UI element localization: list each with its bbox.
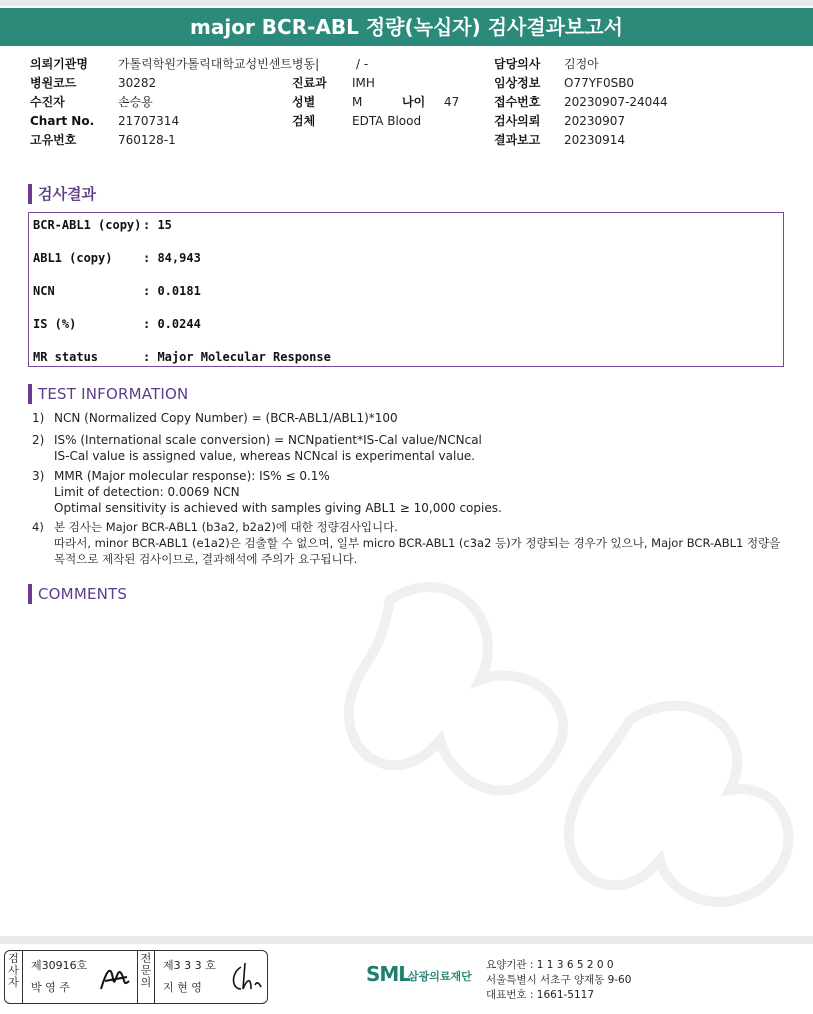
test-info-title: TEST INFORMATION — [28, 384, 188, 404]
top-strip — [0, 0, 813, 6]
report-title: major BCR-ABL 정량(녹십자) 검사결과보고서 — [0, 8, 813, 46]
result-row — [33, 251, 201, 265]
sign1-number: 제30916호 — [31, 959, 88, 972]
info-label: 병원코드 — [30, 76, 77, 90]
institution-code: 요양기관 : 1 1 3 6 5 2 0 0 — [486, 959, 614, 971]
info-label: 성별 — [292, 95, 316, 109]
item-number: 4) — [32, 520, 44, 534]
test-info-item-1 — [32, 410, 398, 426]
result-value: : 0.0181 — [143, 284, 201, 298]
info-value: 30282 — [118, 76, 157, 90]
info-value: EDTA Blood — [352, 114, 422, 128]
phone: 대표번호 : 1661-5117 — [486, 989, 595, 1001]
item-line: Optimal sensitivity is achieved with samples giving ABL1 ≥ 10,000 copies. — [54, 501, 502, 515]
test-info-item-4 — [32, 519, 780, 567]
info-value: M — [352, 95, 363, 109]
item-line: IS-Cal value is assigned value, whereas NCNcal is experimental value. — [54, 449, 476, 463]
info-label: 임상정보 — [494, 76, 541, 90]
result-value: : 0.0244 — [143, 317, 201, 331]
info-value: IMH — [352, 76, 375, 90]
item-line: 따라서, minor BCR-ABL1 (e1a2)은 검출할 수 없으며, 일부 micro BCR-ABL1 (c3a2 등)가 정량되는 경우가 있으나, Major BCR-ABL1 정량을 — [54, 536, 781, 550]
age-value: 47 — [444, 95, 460, 109]
test-info-item-2 — [32, 432, 482, 464]
info-label: 검체 — [292, 114, 316, 128]
item-number: 3) — [32, 469, 45, 483]
info-label: Chart No. — [30, 114, 95, 128]
item-line: IS% (International scale conversion) = NCNpatient*IS-Cal value/NCNcal — [54, 433, 482, 447]
address: 서울특별시 서초구 양재동 9-60 — [486, 974, 632, 986]
footer — [0, 936, 813, 1014]
result-row — [33, 317, 201, 331]
info-label: 결과보고 — [494, 133, 541, 147]
info-label: 의뢰기관명 — [30, 57, 88, 71]
item-number: 1) — [32, 411, 45, 425]
footer-strip — [0, 936, 813, 944]
result-value: : Major Molecular Response — [143, 350, 331, 364]
sign2-name: 지 현 영 — [163, 981, 202, 994]
age-label: 나이 — [402, 95, 426, 109]
item-line: MMR (Major molecular response): IS% ≤ 0.1% — [54, 469, 330, 483]
signature-box — [4, 950, 268, 1004]
info-middle — [292, 74, 459, 131]
info-left — [30, 55, 319, 150]
watermark-cross-2 — [569, 706, 789, 902]
test-info-item-3 — [32, 468, 502, 516]
comments-title: COMMENTS — [28, 584, 127, 604]
item-line: NCN (Normalized Copy Number) = (BCR-ABL1/ABL1)*100 — [54, 411, 398, 425]
info-right — [494, 55, 668, 150]
info-value: 20230907-24044 — [564, 95, 668, 109]
signature-2 — [227, 959, 263, 995]
results-box — [28, 212, 784, 367]
logo-mark: SML — [366, 962, 411, 986]
signature-1 — [97, 959, 133, 995]
sml-logo — [366, 956, 478, 996]
org-address — [486, 958, 631, 1003]
info-label: 수진자 — [30, 95, 65, 109]
results-section-title: 검사결과 — [28, 184, 96, 204]
result-row — [33, 284, 201, 298]
result-label: NCN — [33, 284, 55, 298]
info-label: 검사의뢰 — [494, 114, 541, 128]
item-number: 2) — [32, 433, 45, 447]
info-label: 담당의사 — [494, 57, 541, 71]
sign1-header: 검사자 — [5, 951, 23, 1003]
info-label: 고유번호 — [30, 133, 77, 147]
result-label: MR status — [33, 350, 99, 364]
info-value: 760128-1 — [118, 133, 176, 147]
info-value: O77YF0SB0 — [564, 76, 635, 90]
info-value: 손승용 — [118, 95, 153, 109]
info-value: 김정아 — [564, 57, 599, 71]
result-value: : 84,943 — [143, 251, 201, 265]
result-label: ABL1 (copy) — [33, 251, 113, 265]
watermark-cross-1 — [349, 587, 563, 791]
sign2-number: 제3 3 3 호 — [163, 959, 216, 972]
info-label: 진료과 — [292, 76, 327, 90]
sign2-header: 전문의 — [137, 951, 155, 1003]
item-line: 본 검사는 Major BCR-ABL1 (b3a2, b2a2)에 대한 정량검사입니다. — [54, 520, 398, 534]
info-value: 20230914 — [564, 133, 626, 147]
result-row — [33, 218, 172, 232]
info-label: 접수번호 — [494, 95, 541, 109]
info-value: 가톨릭학원가톨릭대학교성빈센트병동| — [118, 57, 320, 71]
item-line: Limit of detection: 0.0069 NCN — [54, 485, 240, 499]
info-value: 21707314 — [118, 114, 180, 128]
info-extra: / - — [356, 57, 369, 71]
info-value: 20230907 — [564, 114, 626, 128]
result-row — [33, 350, 331, 364]
logo-text: 삼광의료재단 — [408, 970, 472, 983]
sign1-name: 박 영 주 — [31, 981, 70, 994]
item-line: 목적으로 제작된 검사이므로, 결과해석에 주의가 요구됩니다. — [54, 552, 358, 566]
result-label: IS (%) — [33, 317, 77, 331]
result-label: BCR-ABL1 (copy) — [33, 218, 142, 232]
result-value: : 15 — [143, 218, 172, 232]
watermark-shapes — [330, 560, 813, 930]
